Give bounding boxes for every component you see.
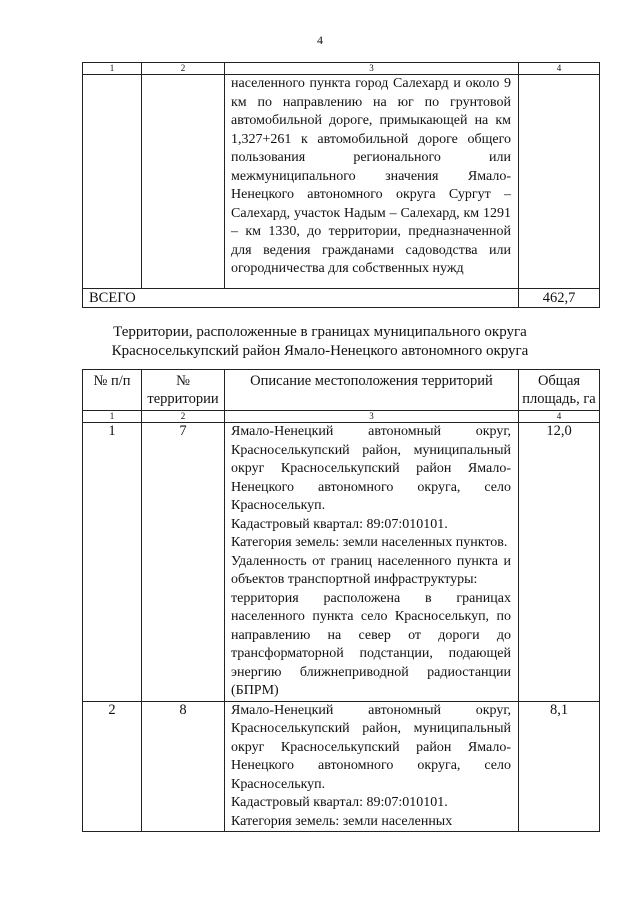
territory-number-cell: [142, 75, 225, 289]
description-paragraph: Удаленность от границ населенного пункта и объектов транспортной инфраструктуры:: [231, 553, 511, 587]
section-heading-line: Красноселькупский район Ямало-Ненецкого автономного округа: [111, 343, 529, 359]
column-number-row: [83, 63, 600, 75]
area-value: 8,1: [519, 701, 600, 832]
column-number-row: [83, 411, 600, 423]
column-number: 4: [519, 411, 600, 423]
header-row-number: № п/п: [83, 370, 142, 411]
description-cell: [225, 423, 519, 702]
territory-number: 8: [142, 701, 225, 832]
table-row: [83, 701, 600, 832]
area-value: 12,0: [519, 423, 600, 702]
territories-table-continued: [82, 62, 600, 308]
territory-number: 7: [142, 423, 225, 702]
description-cell: [225, 75, 519, 289]
header-territory-number: № территории: [142, 370, 225, 411]
total-row: [83, 289, 600, 308]
header-description: Описание местоположения территорий: [225, 370, 519, 411]
description-paragraph: территория расположена в границах населенного пункта село Красноселькуп, по направлению на север от дороги до трансформаторной подстанции, подающей энергию ближнеприводной радиостанции (БПРМ): [231, 590, 511, 698]
section-heading-line: Территории, расположенные в границах муниципального округа: [113, 324, 527, 340]
row-number: 1: [83, 423, 142, 702]
column-number: 2: [142, 411, 225, 423]
row-number-cell: [83, 75, 142, 289]
total-label: ВСЕГО: [83, 289, 519, 308]
territories-table: [82, 369, 600, 832]
total-value: 462,7: [519, 289, 600, 308]
column-number: 1: [83, 63, 142, 75]
column-number: 2: [142, 63, 225, 75]
description-paragraph: Категория земель: земли населенных: [231, 813, 453, 829]
description-cell: [225, 701, 519, 832]
header-area: Общая площадь, га: [519, 370, 600, 411]
header-row: [83, 370, 600, 411]
description-paragraph: Ямало-Ненецкий автономный округ, Красноселькупский район, муниципальный округ Красноселькупский район Ямало-Ненецкого автономного округа, село Красноселькуп.: [231, 702, 511, 792]
column-number: 4: [519, 63, 600, 75]
table-row: [83, 423, 600, 702]
column-number: 3: [225, 63, 519, 75]
area-cell: [519, 75, 600, 289]
description-paragraph: Категория земель: земли населенных пунктов.: [231, 535, 508, 550]
description-paragraph: населенного пункта город Салехард и около 9 км по направлению на юг по грунтовой автомобильной дороге, примыкающей на км 1,327+261 к автомобильной дороге общего пользования регионального или межмуниципального значения Ямало-Ненецкого автономного округа Сургут – Салехард, участок Надым – Салехард, км 1291 – км 1330, до территории, предназначенной для ведения гражданами садоводства или огородничества для собственных нужд: [231, 76, 511, 276]
column-number: 3: [225, 411, 519, 423]
description-paragraph: Кадастровый квартал: 89:07:010101.: [231, 795, 448, 810]
table-row: [83, 75, 600, 289]
row-number: 2: [83, 701, 142, 832]
description-paragraph: Ямало-Ненецкий автономный округ, Красноселькупский район, муниципальный округ Красноселькупский район Ямало-Ненецкого автономного округа, село Красноселькуп.: [231, 424, 511, 513]
column-number: 1: [83, 411, 142, 423]
description-paragraph: Кадастровый квартал: 89:07:010101.: [231, 516, 448, 532]
section-heading: [0, 323, 640, 361]
page-number: 4: [317, 33, 323, 47]
